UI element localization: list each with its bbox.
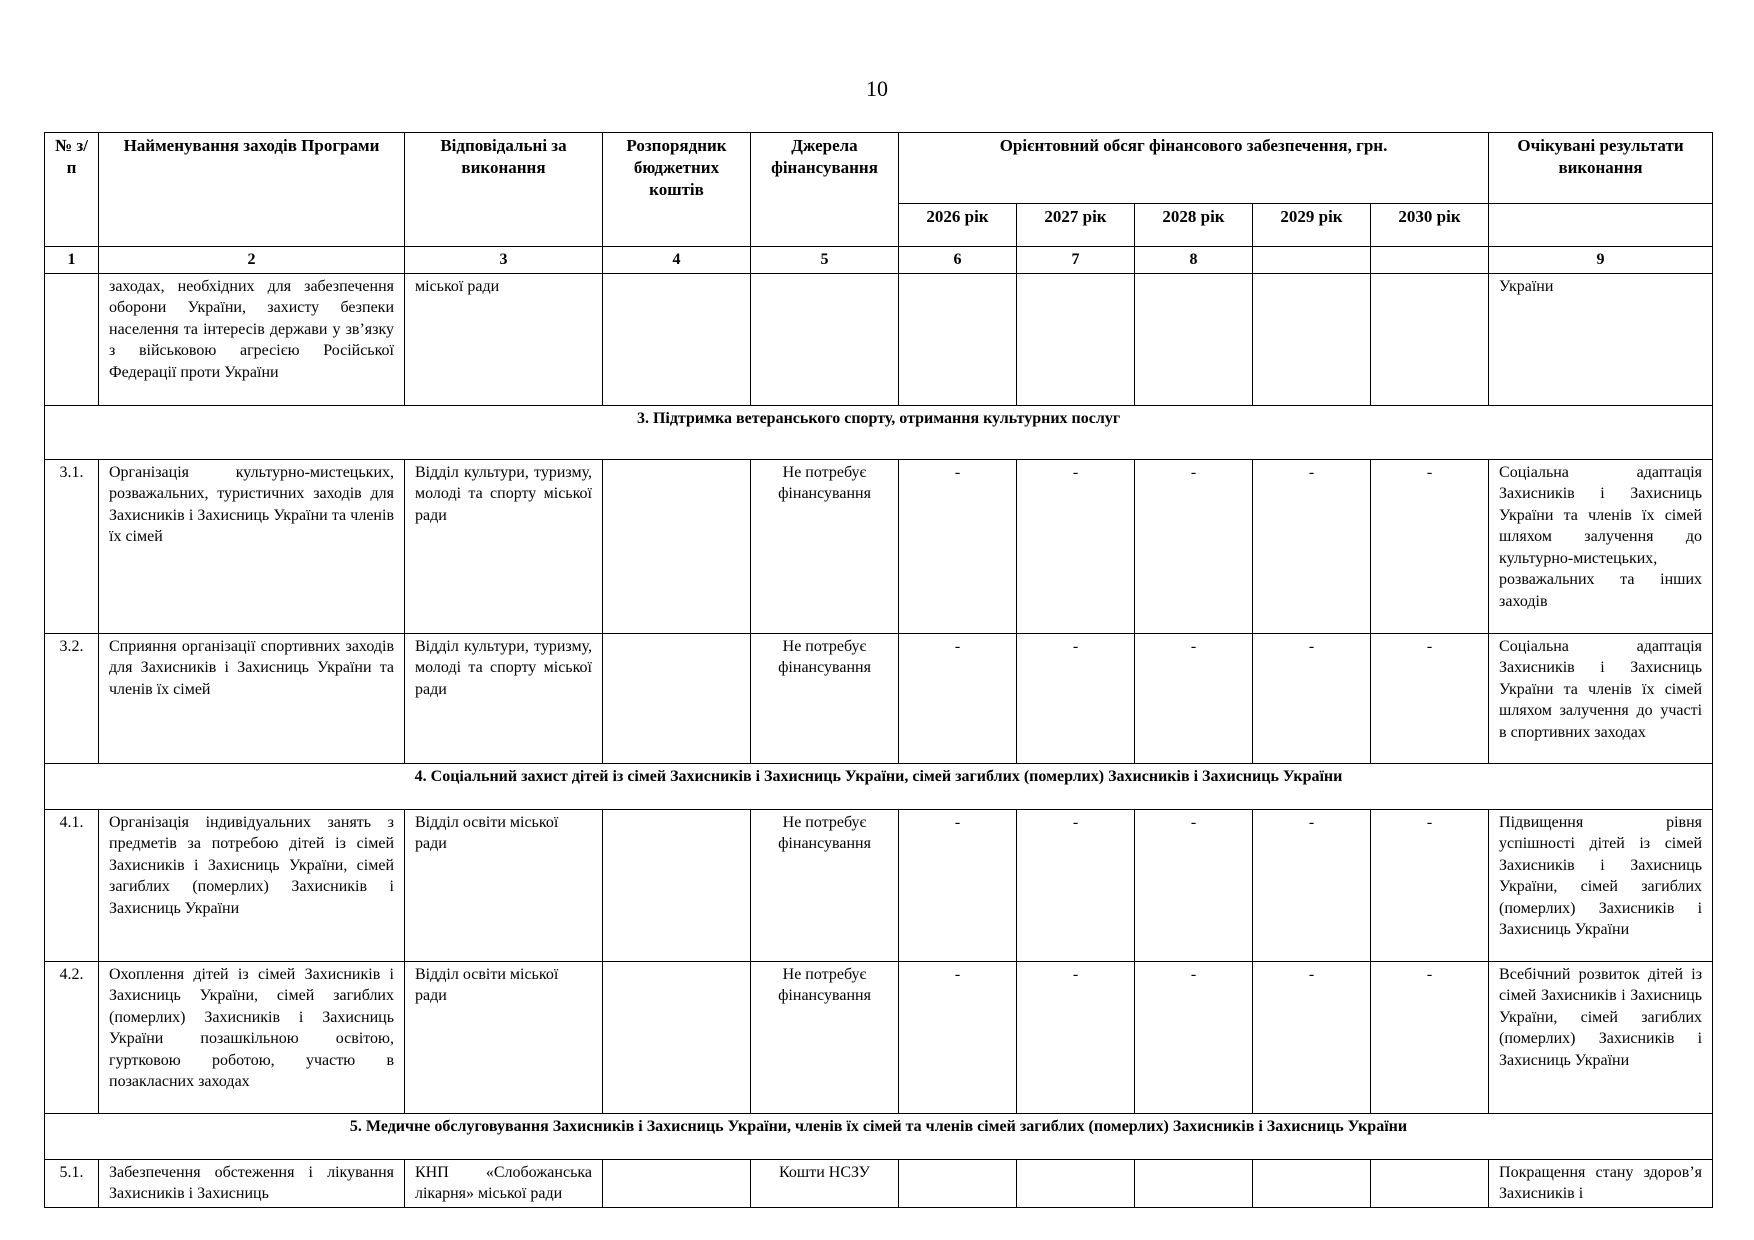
program-measures-table (44, 132, 1713, 1208)
row-responsible: Відділ освіти міської ради (405, 809, 603, 961)
row-year (1371, 273, 1489, 405)
row-no: 4.2. (45, 961, 99, 1113)
row-responsible: міської ради (405, 273, 603, 405)
col-number: 8 (1135, 247, 1253, 274)
header-year-2027: 2027 рік (1017, 204, 1135, 247)
header-name: Найменування заходів Програми (99, 133, 405, 247)
table-row (45, 273, 1713, 405)
row-no: 4.1. (45, 809, 99, 961)
table-row (45, 1159, 1713, 1207)
header-responsible: Відповідальні за виконання (405, 133, 603, 247)
row-year: - (1135, 809, 1253, 961)
row-manager (603, 809, 751, 961)
row-responsible: Відділ культури, туризму, молоді та спорту міської ради (405, 459, 603, 633)
table-row (45, 633, 1713, 763)
row-result: Соціальна адаптація Захисників і Захисниць України та членів їх сімей шляхом залучення до участі в спортивних заходах (1489, 633, 1713, 763)
row-name: Організація культурно-мистецьких, розважальних, туристичних заходів для Захисників і Захисниць України та членів їх сімей (99, 459, 405, 633)
row-result: Всебічний розвиток дітей із сімей Захисників і Захисниць України, сімей загиблих (померлих) Захисників і Захисниць України (1489, 961, 1713, 1113)
header-no: № з/п (45, 133, 99, 247)
row-name: Сприяння організації спортивних заходів для Захисників і Захисниць України та членів їх сімей (99, 633, 405, 763)
header-result: Очікувані результати виконання (1489, 133, 1713, 204)
col-number: 6 (899, 247, 1017, 274)
header-year-2029: 2029 рік (1253, 204, 1371, 247)
row-result: Покращення стану здоров’я Захисників і (1489, 1159, 1713, 1207)
row-year: - (899, 809, 1017, 961)
col-number: 1 (45, 247, 99, 274)
section-heading (45, 1113, 1713, 1159)
row-no: 3.1. (45, 459, 99, 633)
row-no: 3.2. (45, 633, 99, 763)
row-manager (603, 273, 751, 405)
row-result: України (1489, 273, 1713, 405)
row-name: Охоплення дітей із сімей Захисників і Захисниць України, сімей загиблих (померлих) Захисників і Захисниць України позашкільною освітою, гуртковою роботою, участю в позакласних заходах (99, 961, 405, 1113)
row-year (1135, 273, 1253, 405)
row-name: Забезпечення обстеження і лікування Захисників і Захисниць (99, 1159, 405, 1207)
row-year: - (1135, 459, 1253, 633)
header-funding: Орієнтовний обсяг фінансового забезпечення, грн. (899, 133, 1489, 204)
header-year-2026: 2026 рік (899, 204, 1017, 247)
row-manager (603, 459, 751, 633)
row-result: Соціальна адаптація Захисників і Захисниць України та членів їх сімей шляхом залучення до культурно-мистецьких, розважальних та інших заходів (1489, 459, 1713, 633)
col-number: 9 (1489, 247, 1713, 274)
row-manager (603, 961, 751, 1113)
row-year: - (1371, 633, 1489, 763)
row-source: Не потребує фінансування (751, 633, 899, 763)
row-manager (603, 633, 751, 763)
row-name: заходах, необхідних для забезпечення оборони України, захисту безпеки населення та інтересів держави у зв’язку з військовою агресією Російської Федерації проти України (99, 273, 405, 405)
col-number: 7 (1017, 247, 1135, 274)
section-4-title: 4. Соціальний захист дітей із сімей Захисників і Захисниць України, сімей загиблих (померлих) Захисників і Захисниць України (45, 763, 1713, 809)
row-year: - (1135, 633, 1253, 763)
row-year: - (1371, 809, 1489, 961)
row-source: Не потребує фінансування (751, 809, 899, 961)
row-responsible: КНП «Слобожанська лікарня» міської ради (405, 1159, 603, 1207)
col-number: 5 (751, 247, 899, 274)
row-year: - (1371, 459, 1489, 633)
table-row (45, 809, 1713, 961)
row-year: - (899, 633, 1017, 763)
col-number: 2 (99, 247, 405, 274)
section-heading (45, 763, 1713, 809)
row-year: - (1253, 961, 1371, 1113)
row-source (751, 273, 899, 405)
row-responsible: Відділ культури, туризму, молоді та спорту міської ради (405, 633, 603, 763)
row-year: - (1017, 633, 1135, 763)
row-responsible: Відділ освіти міської ради (405, 961, 603, 1113)
row-year: - (1253, 809, 1371, 961)
header-source: Джерела фінансування (751, 133, 899, 247)
row-year: - (1253, 459, 1371, 633)
col-number: 4 (603, 247, 751, 274)
section-5-title: 5. Медичне обслуговування Захисників і Захисниць України, членів їх сімей та членів сімей загиблих (померлих) Захисників і Захисниць України (45, 1113, 1713, 1159)
row-manager (603, 1159, 751, 1207)
header-year-2030: 2030 рік (1371, 204, 1489, 247)
row-source: Не потребує фінансування (751, 961, 899, 1113)
row-year: - (1017, 809, 1135, 961)
row-no (45, 273, 99, 405)
col-number (1253, 247, 1371, 274)
row-year: - (1017, 961, 1135, 1113)
row-year (899, 273, 1017, 405)
col-number: 3 (405, 247, 603, 274)
row-source: Не потребує фінансування (751, 459, 899, 633)
header-row (45, 133, 1713, 204)
header-year-2028: 2028 рік (1135, 204, 1253, 247)
row-year: - (1371, 961, 1489, 1113)
section-heading (45, 405, 1713, 459)
page-number: 10 (866, 76, 888, 101)
row-year: - (1253, 633, 1371, 763)
row-year (1135, 1159, 1253, 1207)
section-3-title: 3. Підтримка ветеранського спорту, отримання культурних послуг (45, 405, 1713, 459)
header-manager: Розпорядник бюджетних коштів (603, 133, 751, 247)
row-year (1253, 1159, 1371, 1207)
row-year (1371, 1159, 1489, 1207)
row-source: Кошти НСЗУ (751, 1159, 899, 1207)
row-result: Підвищення рівня успішності дітей із сімей Захисників і Захисниць України, сімей загиблих (померлих) Захисників і Захисниць України (1489, 809, 1713, 961)
col-number (1371, 247, 1489, 274)
row-year (1017, 273, 1135, 405)
row-name: Організація індивідуальних занять з предметів за потребою дітей із сімей Захисників і Захисниць України, сімей загиблих (померлих) Захисників і Захисниць України (99, 809, 405, 961)
column-numbers-row (45, 247, 1713, 274)
row-year (899, 1159, 1017, 1207)
row-year (1253, 273, 1371, 405)
row-year: - (1017, 459, 1135, 633)
header-result-empty (1489, 204, 1713, 247)
row-year: - (899, 459, 1017, 633)
row-year (1017, 1159, 1135, 1207)
table-row (45, 459, 1713, 633)
table-row (45, 961, 1713, 1113)
row-no: 5.1. (45, 1159, 99, 1207)
row-year: - (1135, 961, 1253, 1113)
row-year: - (899, 961, 1017, 1113)
